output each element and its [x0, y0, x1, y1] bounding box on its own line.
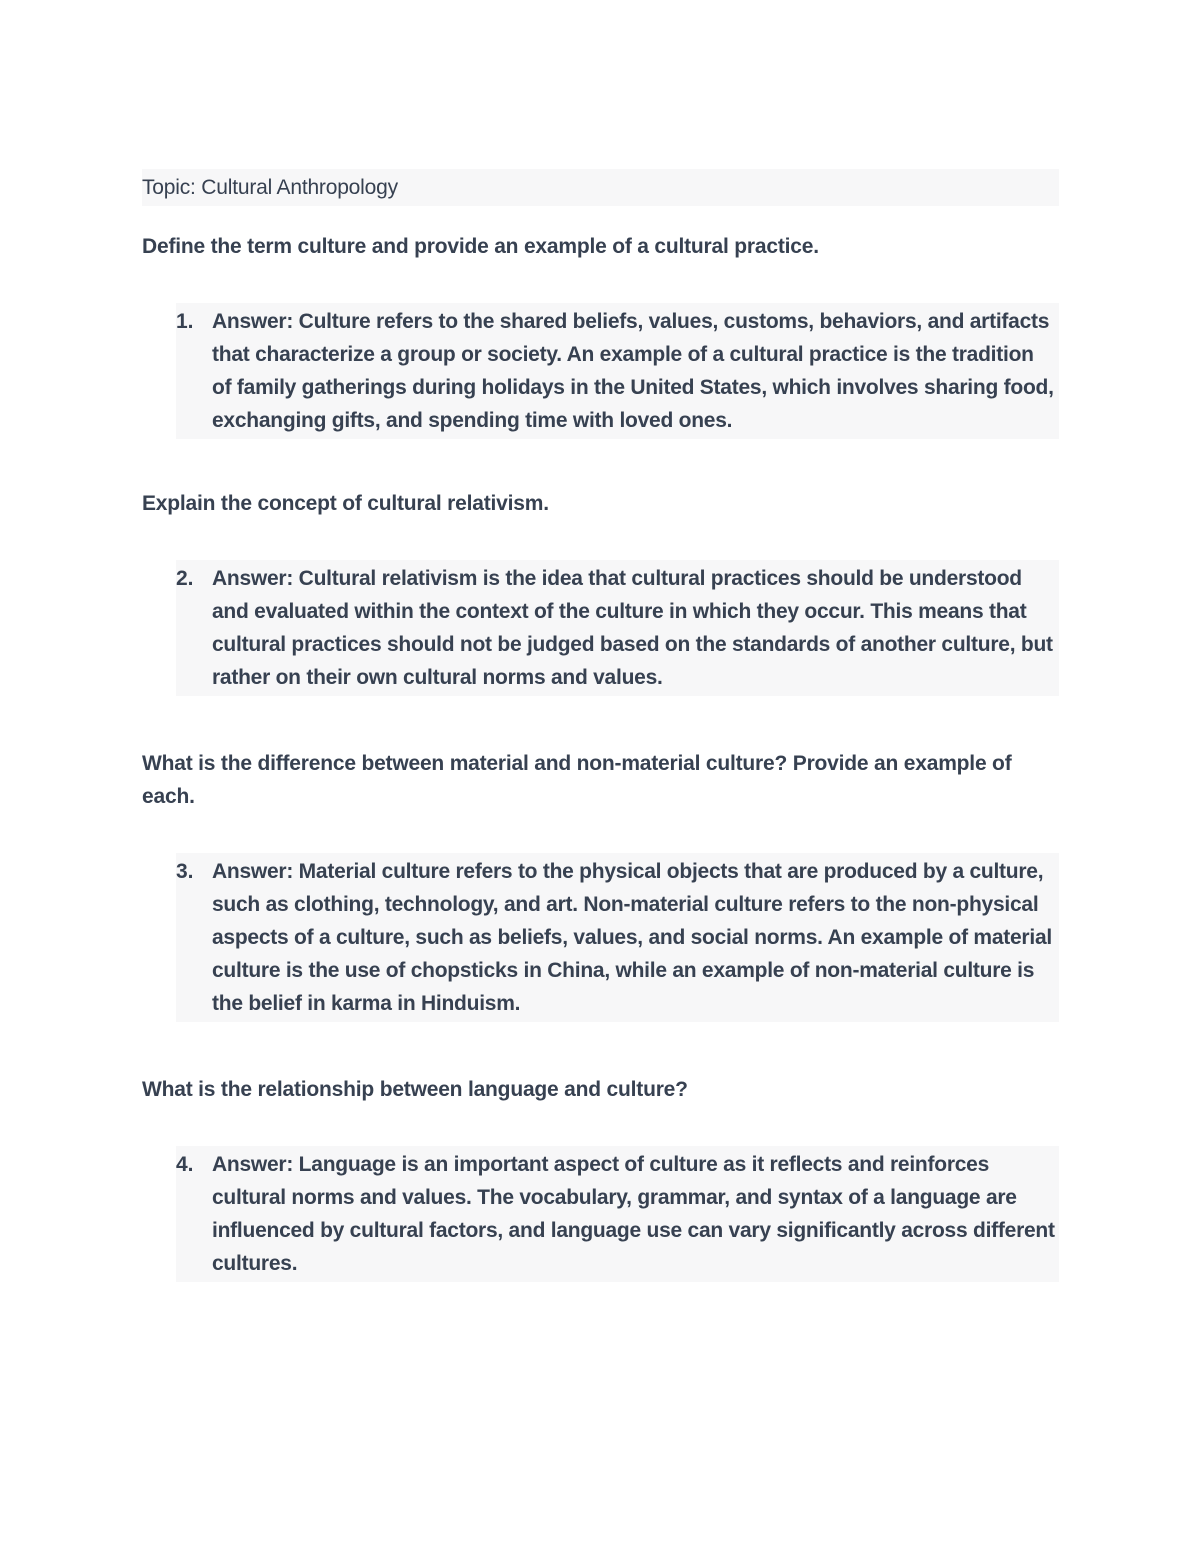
answer-number-1: 1.	[176, 310, 194, 333]
question-3: What is the difference between material and non-material culture? Provide an example of each.	[142, 752, 1012, 808]
answer-number-2: 2.	[176, 567, 194, 590]
topic-heading	[142, 169, 1059, 206]
question-2: Explain the concept of cultural relativism.	[142, 492, 549, 515]
question-4: What is the relationship between language and culture?	[142, 1078, 688, 1101]
answer-block-2	[176, 560, 1059, 696]
document-page	[142, 169, 1059, 1282]
topic-text: Topic: Cultural Anthropology	[142, 175, 398, 199]
answer-number-4: 4.	[176, 1153, 194, 1176]
answer-text-1: Answer: Culture refers to the shared beliefs, values, customs, behaviors, and artifacts that characterize a group or society. An example of a cultural practice is the tradition of family gatherings during holidays in the United States, which involves sharing food, exchanging gifts, and spending time with loved ones.	[212, 310, 1054, 432]
answer-text-3: Answer: Material culture refers to the physical objects that are produced by a culture, such as clothing, technology, and art. Non-material culture refers to the non-physical aspects of a culture, such as beliefs, values, and social norms. An example of material culture is the use of chopsticks in China, while an example of non-material culture is the belief in karma in Hinduism.	[212, 860, 1052, 1015]
answer-text-4: Answer: Language is an important aspect of culture as it reflects and reinforces cultural norms and values. The vocabulary, grammar, and syntax of a language are influenced by cultural factors, and language use can vary significantly across different cultures.	[212, 1153, 1055, 1275]
answer-text-2: Answer: Cultural relativism is the idea that cultural practices should be understood and evaluated within the context of the culture in which they occur. This means that cultural practices should not be judged based on the standards of another culture, but rather on their own cultural norms and values.	[212, 567, 1053, 689]
question-1: Define the term culture and provide an example of a cultural practice.	[142, 235, 819, 258]
answer-block-4	[176, 1146, 1059, 1282]
answer-number-3: 3.	[176, 860, 194, 883]
answer-block-1	[176, 303, 1059, 439]
answer-block-3	[176, 853, 1059, 1022]
